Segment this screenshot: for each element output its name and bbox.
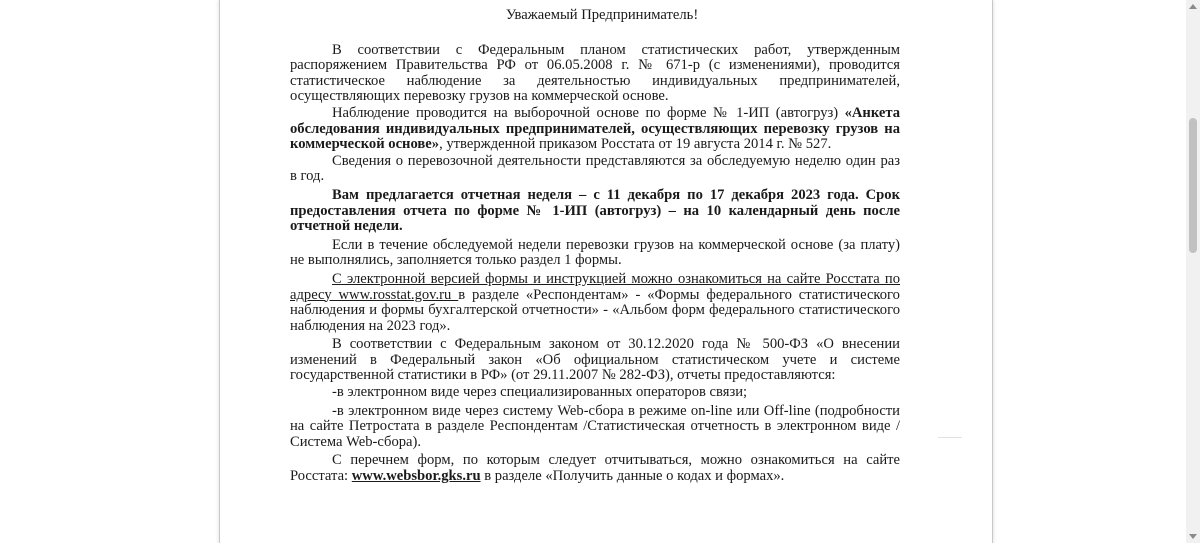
- paragraph-frequency: Сведения о перевозочной деятельности представляются за обследуемую неделю один раз в год.: [290, 152, 900, 185]
- websbor-link[interactable]: www.websbor.gks.ru: [351, 468, 481, 485]
- form-title-bold: «Анкета обследования индивидуальных предпринимателей, осуществляющих перевозку грузов на коммерческой основе»: [290, 104, 900, 153]
- scrollbar-thumb[interactable]: [1189, 118, 1197, 253]
- scroll-up-icon[interactable]: [1189, 4, 1197, 9]
- paragraph-form-list-text: С перечнем форм, по которым следует отчитываться, можно ознакомиться на сайте Росстата:: [290, 452, 900, 485]
- paragraph-no-transport: Если в течение обследуемой недели перевозки грузов на коммерческой основе (за плату) не выполнялись, заполняется только раздел 1 формы.: [290, 236, 900, 269]
- paragraph-observation-end: , утвержденной приказом Росстата от 19 августа 2014 г. № 527.: [439, 136, 832, 153]
- letter-body: [290, 8, 900, 486]
- paragraph-observation: [290, 106, 900, 153]
- paragraph-federal-law: В соответствии с Федеральным законом от 30.12.2020 года № 500-ФЗ «О внесении изменений в Федеральный закон «Об официальном статистическом учете и системе государственной статистики в РФ» (от 29.11.2007 № 282-ФЗ), отчеты предоставляются:: [290, 336, 900, 384]
- paragraph-form-list: [290, 453, 900, 484]
- paragraph-electronic-version: [290, 272, 900, 334]
- scroll-down-icon[interactable]: [1189, 534, 1197, 539]
- list-item-operators: -в электронном виде через специализированных операторов связи;: [332, 384, 748, 401]
- vertical-scrollbar[interactable]: [1186, 0, 1200, 543]
- greeting-heading: Уважаемый Предприниматель!: [505, 7, 699, 23]
- document-page: [219, 0, 993, 543]
- list-item-web-collection: -в электронном виде через систему Web-сбора в режиме on-line или Off-line (подробности на сайте Петростата в разделе Респондентам /Статистическая отчетность в электронном виде /Система Web-сбора).: [290, 402, 900, 450]
- paragraph-intro: В соответствии с Федеральным планом статистических работ, утвержденным распоряжением Правительства РФ от 06.05.2008 г. № 671-р (с изменениями), проводится статистическое наблюдение за деятельностью индивидуальных предпринимателей, осуществляющих перевозку грузов на коммерческой основе.: [290, 41, 900, 105]
- rosstat-link[interactable]: С электронной версией формы и инструкцией можно ознакомиться на сайте Росстата по адресу www.rosstat.gov.ru: [290, 270, 900, 303]
- scan-mark: [938, 437, 962, 438]
- paragraph-observation-text: Наблюдение проводится на выборочной основе по форме № 1-ИП (автогруз): [332, 104, 845, 121]
- paragraph-electronic-version-text: в разделе «Респондентам» - «Формы федерального статистического наблюдения и формы бухгалтерской отчетности» - «Альбом форм федерального статистического наблюдения на 2023 год».: [290, 286, 900, 334]
- paragraph-form-list-end: в разделе «Получить данные о кодах и формах».: [480, 468, 785, 485]
- paragraph-reporting-week: Вам предлагается отчетная неделя – с 11 декабря по 17 декабря 2023 года. Срок предоставления отчета по форме № 1-ИП (автогруз) – на 10 календарный день после отчетной недели.: [290, 186, 900, 235]
